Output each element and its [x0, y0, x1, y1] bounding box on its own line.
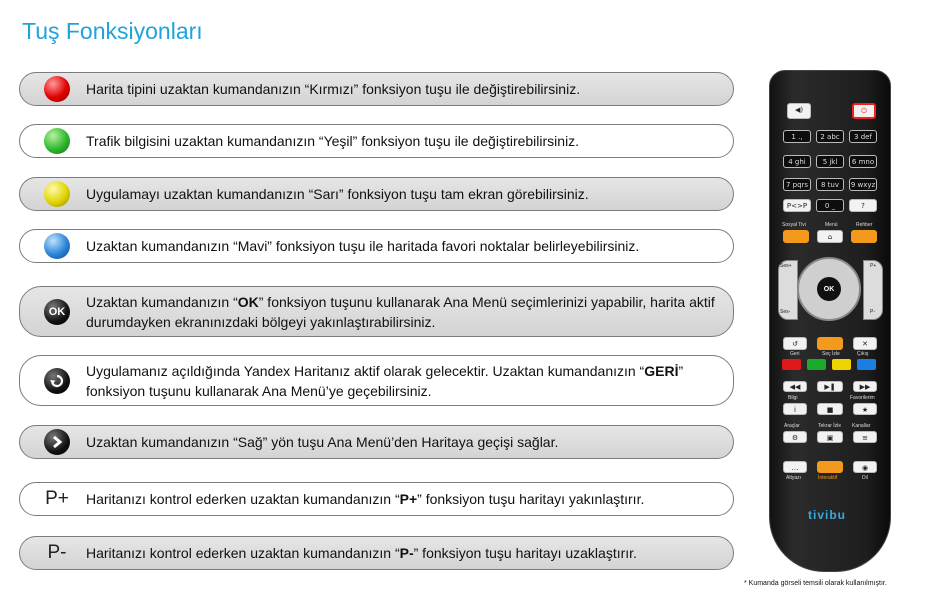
yellow-button-icon [44, 181, 70, 207]
row-text: Trafik bilgisini uzaktan kumandanızın “Yeşil” fonksiyon tuşu ile değiştirebilirsiniz. [86, 133, 580, 149]
row-text: Uzaktan kumandanızın “Sağ” yön tuşu Ana Menü’den Haritaya geçişi sağlar. [86, 434, 559, 450]
guide-icon [851, 230, 877, 243]
home-icon: ⌂ [817, 230, 843, 243]
label-altyazi: Altyazı [786, 475, 802, 481]
key-p-swap: P<>P [783, 199, 811, 212]
key-7: 7 pqrs [783, 178, 811, 191]
favorites-icon: ★ [853, 403, 877, 415]
remote-control-illustration [769, 70, 891, 572]
right-arrow-button-icon [44, 429, 70, 455]
row-text: Haritanızı kontrol ederken uzaktan kumandanızın “P-” fonksiyon tuşu haritayı uzaklaştırır. [86, 545, 637, 561]
key-2: 2 abc [816, 130, 844, 143]
blue-key-icon [857, 359, 876, 370]
channels-icon: ≡ [853, 431, 877, 443]
label-p-plus: P+ [870, 263, 877, 269]
function-row-right [19, 425, 734, 459]
stop-icon: ■ [817, 403, 843, 415]
language-icon: ◉ [853, 461, 877, 473]
label-bilgi: Bilgi [788, 395, 798, 401]
social-icon [783, 230, 809, 243]
row-text: Harita tipini uzaktan kumandanızın “Kırmızı” fonksiyon tuşu ile değiştirebilirsiniz. [86, 81, 581, 97]
label-favorilerim: Favorilerim [850, 395, 875, 401]
label-araclar: Araçlar [784, 423, 800, 429]
key-6: 6 mno [849, 155, 877, 168]
label-geri: Geri [790, 351, 800, 357]
key-8: 8 tuv [816, 178, 844, 191]
function-row-blue [19, 229, 734, 263]
p-minus-icon: P- [47, 542, 67, 563]
yellow-key-icon [832, 359, 851, 370]
ok-label: OK [48, 305, 66, 318]
back-button-icon [44, 368, 70, 394]
function-row-red [19, 72, 734, 106]
function-row-ok [19, 286, 734, 337]
row-text: Uygulamayı uzaktan kumandanızın “Sarı” fonksiyon tuşu tam ekran görebilirsiniz. [86, 186, 589, 202]
brand-logo: tivibu [808, 508, 846, 522]
label-sec-izle: Seç İzle [822, 351, 840, 357]
row-text: Uygulamanız açıldığında Yandex Haritanız aktif olarak gelecektir. Uzaktan kumandanızın “GERİ” fonksiyon tuşunu kullanarak Ana Menü’ye geçebilirsiniz. [86, 362, 684, 399]
rewind-icon: ◀◀ [783, 381, 807, 392]
blue-button-icon [44, 233, 70, 259]
function-row-p-plus [19, 482, 734, 516]
label-ses-plus: Ses+ [780, 263, 792, 269]
tools-icon: ⚙ [783, 431, 807, 443]
footnote: * Kumanda görseli temsili olarak kullanılmıştır. [744, 580, 887, 587]
green-key-icon [807, 359, 826, 370]
label-cikis: Çıkış [857, 351, 869, 357]
key-4: 4 ghi [783, 155, 811, 168]
key-5: 5 jkl [816, 155, 844, 168]
red-key-icon [782, 359, 801, 370]
page-title: Tuş Fonksiyonları [22, 18, 203, 44]
ok-key: OK [817, 277, 841, 301]
info-icon: i [783, 403, 807, 415]
label-kanallar: Kanallar [852, 423, 871, 429]
label-p-minus: P- [870, 309, 875, 315]
key-3: 3 def [849, 130, 877, 143]
function-row-green [19, 124, 734, 158]
fast-forward-icon: ▶▶ [853, 381, 877, 392]
function-row-p-minus [19, 536, 734, 570]
back-key-icon: ↺ [783, 337, 807, 350]
ok-button-icon [44, 299, 70, 325]
label-menu: Menü [825, 222, 838, 228]
green-button-icon [44, 128, 70, 154]
power-icon: ⏻ [852, 103, 876, 119]
label-interaktif: İnteraktif [818, 475, 838, 481]
label-tekrar-izle: Tekrar İzle [818, 423, 842, 429]
interactive-icon [817, 461, 843, 473]
mute-icon: ◀) [787, 103, 811, 119]
label-ses-minus: Ses- [780, 309, 791, 315]
function-row-yellow [19, 177, 734, 211]
label-sosyal-tivi: Sosyal Tivi [782, 222, 806, 228]
row-text: Uzaktan kumandanızın “OK” fonksiyon tuşunu kullanarak Ana Menü seçimlerinizi yapabilir, harita aktif durumdayken ekranınızdaki bölgeyi yakınlaştırabilirsiniz. [86, 293, 715, 330]
row-text: Haritanızı kontrol ederken uzaktan kumandanızın “P+” fonksiyon tuşu haritayı yakınlaştırır. [86, 491, 645, 507]
row-text: Uzaktan kumandanızın “Mavi” fonksiyon tuşu ile haritada favori noktalar belirleyebilirsiniz. [86, 238, 640, 254]
red-button-icon [44, 76, 70, 102]
dpad-icon [797, 257, 861, 321]
select-watch-icon [817, 337, 843, 350]
replay-icon: ▣ [817, 431, 843, 443]
play-pause-icon: ▶❚ [817, 381, 843, 392]
label-rehber: Rehber [856, 222, 873, 228]
key-0: 0 _ [816, 199, 844, 212]
function-row-back [19, 355, 734, 406]
subtitle-icon: … [783, 461, 807, 473]
key-9: 9 wxyz [849, 178, 877, 191]
key-1: 1 ., [783, 130, 811, 143]
label-dil: Dil [862, 475, 868, 481]
exit-icon: ✕ [853, 337, 877, 350]
key-help: ? [849, 199, 877, 212]
p-plus-icon: P+ [45, 488, 69, 509]
